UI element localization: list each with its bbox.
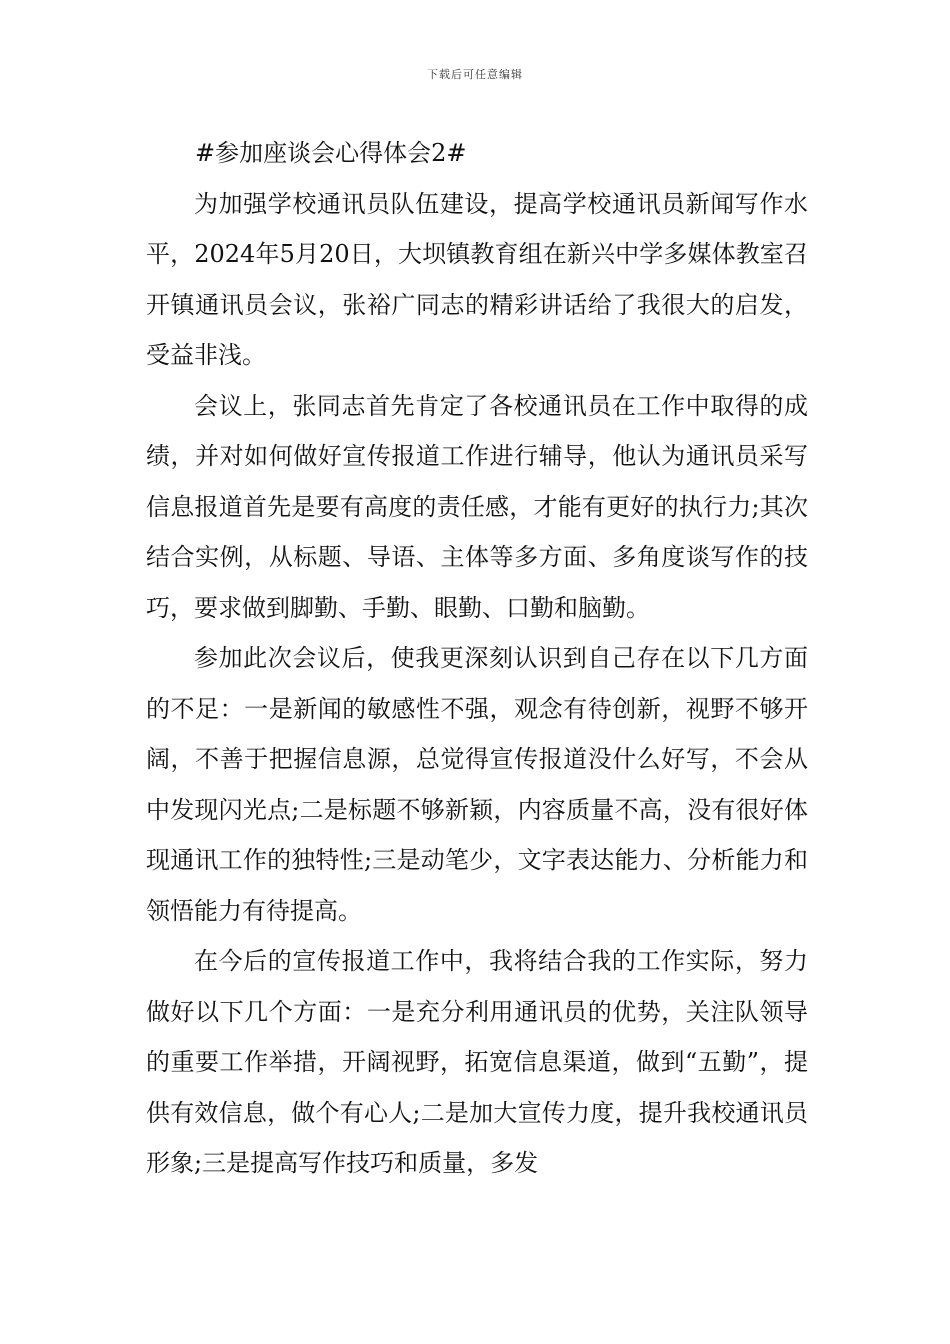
header-note: 下载后可任意编辑 (427, 68, 523, 81)
paragraph-2: 会议上，张同志首先肯定了各校通讯员在工作中取得的成绩，并对如何做好宣传报道工作进行辅导，他认为通讯员采写信息报道首先是要有高度的责任感，才能有更好的执行力;其次结合实例，从标题、导语、主体等多方面、多角度谈写作的技巧，要求做到脚勤、手勤、眼勤、口勤和脑勤。 (146, 391, 808, 622)
document-body (146, 128, 808, 1189)
paragraph-1: 为加强学校通讯员队伍建设，提高学校通讯员新闻写作水平，2024年5月20日，大坝镇教育组在新兴中学多媒体教室召开镇通讯员会议，张裕广同志的精彩讲话给了我很大的启发，受益非浅。 (146, 189, 808, 369)
paragraph-3: 参加此次会议后，使我更深刻认识到自己存在以下几方面的不足：一是新闻的敏感性不强，观念有待创新，视野不够开阔，不善于把握信息源，总觉得宣传报道没什么好写，不会从中发现闪光点;二是标题不够新颖，内容质量不高，没有很好体现通讯工作的独特性;三是动笔少，文字表达能力、分析能力和领悟能力有待提高。 (146, 644, 808, 925)
document-title: #参加座谈会心得体会2# (195, 139, 467, 167)
paragraph-4: 在今后的宣传报道工作中，我将结合我的工作实际，努力做好以下几个方面：一是充分利用通讯员的优势，关注队领导的重要工作举措，开阔视野，拓宽信息渠道，做到“五勤”，提供有效信息，做个有心人;二是加大宣传力度，提升我校通讯员形象;三是提高写作技巧和质量，多发 (146, 947, 808, 1177)
